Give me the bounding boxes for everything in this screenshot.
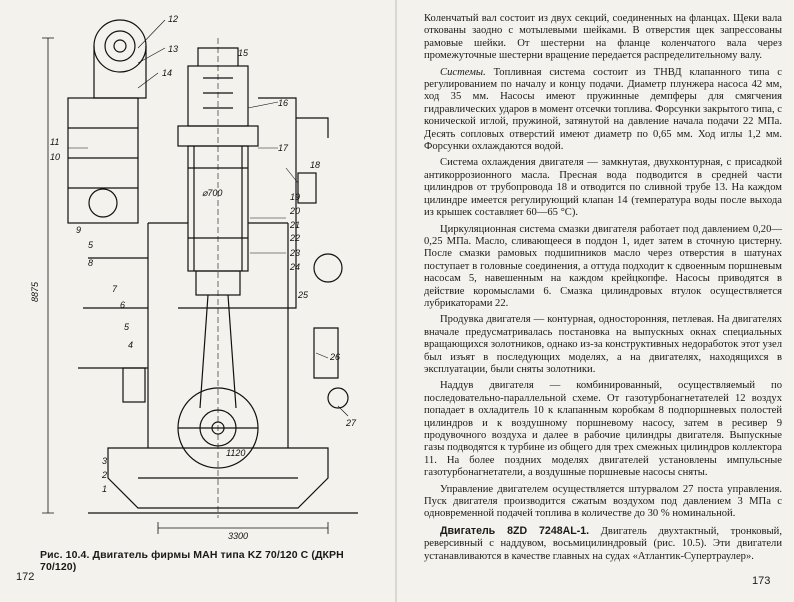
engine-cross-section-figure xyxy=(28,8,368,543)
fig-label-1: 1 xyxy=(102,484,108,494)
fig-label-7: 7 xyxy=(112,284,118,294)
fig-label-21: 21 xyxy=(290,220,301,230)
fig-label-26: 26 xyxy=(330,352,341,362)
fig-label-24: 24 xyxy=(290,262,301,272)
paragraph xyxy=(424,484,782,521)
dim-height: 8875 xyxy=(30,281,40,302)
paragraph-runin: Системы. xyxy=(440,66,486,78)
paragraph-text: Система охлаждения двигателя — замкнутая, двухконтурная, с присадкой антикоррозионного масла. Пресная вода подводится в средней части цилиндров от трубопровода 18 и отводится по сливной трубе 13. На каждом цилиндре имеется регулирующий клапан 14 (температура воды после выхода из крышек составляет 60—65 °С). xyxy=(424,157,782,219)
fig-label-5: 5 xyxy=(88,240,94,250)
paragraph-text: Продувка двигателя — контурная, односторонняя, петлевая. На двигателях вначале предусматривалась постановка на выпускных окнах специальных вращающихся золотников, однако из-за конструктивных недоработок этот узел был изъят в последующих моделях, а на двигателях, находящихся в эксплуатации, были сняты золотники. xyxy=(424,314,782,375)
fig-label-27: 27 xyxy=(346,418,357,428)
paragraph-text: Управление двигателем осуществляется штурвалом 27 поста управления. Пуск двигателя производится сжатым воздухом под давлением 3 МПа с одновременной подачей топлива в количестве до 30 % номинальной. xyxy=(424,483,782,520)
fig-label-16: 16 xyxy=(278,98,289,108)
paragraph xyxy=(424,380,782,479)
fig-label-4: 4 xyxy=(128,340,134,350)
dim-width: 3300 xyxy=(228,531,249,541)
fig-label-23: 23 xyxy=(290,248,301,258)
left-page xyxy=(0,0,395,602)
paragraph xyxy=(424,224,782,311)
paragraph xyxy=(424,525,782,563)
engine-drawing xyxy=(28,8,368,543)
paragraph xyxy=(424,67,782,154)
fig-label-15: 15 xyxy=(238,48,249,58)
paragraph-text: Наддув двигателя — комбинированный, осуществляемый по последовательно-параллельной схеме. От газотурбонагнетателей 12 воздух попадает в охладитель 10 к клапанным коробкам 8 подпоршневых полостей цилиндров и к воздушному поршневому насосу, затем в ресивер 9 продувочного воздуха и далее в рабочие цилиндры двигателя. Выпускные газы подводятся к турбине из общего для трех смежных цилиндров коллектора 11. На более поздних моделях двигателей установлены импульсные газотурбонагнетатели, а воздушные поршневые насосы сняты. xyxy=(424,380,782,479)
paragraph xyxy=(424,314,782,376)
paragraph xyxy=(424,13,782,63)
fig-label-3: 3 xyxy=(102,456,108,466)
fig-label-10: 10 xyxy=(50,152,61,162)
right-page xyxy=(402,0,794,602)
gutter xyxy=(395,0,397,602)
fig-label-20: 20 xyxy=(290,206,301,216)
fig-label-2: 2 xyxy=(102,470,108,480)
fig-label-8: 8 xyxy=(88,258,94,268)
fig-label-12: 12 xyxy=(168,14,179,24)
page-number-right: 173 xyxy=(752,575,771,587)
fig-label-13: 13 xyxy=(168,44,179,54)
fig-label-5b: 5 xyxy=(124,322,130,332)
paragraph-text: Циркуляционная система смазки двигателя работает под давлением 0,20—0,25 МПа. Масло, сливающееся в поддон 1, идет затем в сточную цистерну. После смазки рамовых подшипников масло через отверстия в шатунах поступает в головные соединения, а оттуда подходит к сдвоенным поршневым насосам 5, навешенным на каждом крейцкопфе. Насосы приводятся в действие коромыслами 6. Смазка цилиндровых втулок осуществляется лубрикаторами 22. xyxy=(424,223,782,309)
paragraph-runin: Двигатель 8ZD 7248AL-1. xyxy=(440,524,590,537)
fig-label-25: 25 xyxy=(298,290,309,300)
paragraph-text: Топливная система состоит из ТНВД клапанного типа с регулированием по началу и концу подачи. Диаметр плунжера насоса 42 мм, ход 35 мм. Насосы имеют пружинные демпферы для смягчения гидравлических ударов в момент отсечки топлива. Форсунки закрытого типа, с конической иглой, пружиной, затянутой на давление начала подачи 22 МПа. Десять сопловых отверстий имеют диаметр по 0,65 мм. Ход иглы 1,2 мм. Форсунки охлаждаются водой. xyxy=(424,66,782,153)
paragraph-text: Коленчатый вал состоит из двух секций, соединенных на фланцах. Щеки вала откованы заодно с мотылевыми шейками. В отверстия щек запрессованы рамовые шейки. От шестерни на фланце коленчатого вала через промежуточные шестерни вращение передается распределительному валу. xyxy=(424,13,782,62)
fig-label-11: 11 xyxy=(50,137,60,147)
fig-label-18: 18 xyxy=(310,160,321,170)
fig-label-17: 17 xyxy=(278,143,289,153)
dim-stroke: 1120 xyxy=(226,448,246,458)
paragraph xyxy=(424,157,782,219)
dim-bore: ⌀700 xyxy=(202,188,223,198)
figure-caption: Рис. 10.4. Двигатель фирмы МАН типа KZ 70/120 С (ДКРН 70/120) xyxy=(40,549,344,573)
fig-label-14: 14 xyxy=(162,68,173,78)
fig-label-19: 19 xyxy=(290,192,301,202)
fig-label-6: 6 xyxy=(120,300,126,310)
fig-label-22: 22 xyxy=(290,233,301,243)
text-column xyxy=(424,13,782,567)
fig-label-9: 9 xyxy=(76,225,82,235)
page-number-left: 172 xyxy=(16,571,35,583)
paragraph-text: Двигатель двухтактный, тронковый, реверсивный с наддувом, восьмицилиндровый (рис. 10.5). Эти двигатели устанавливаются в качестве главных на судах «Атлантик-Супертраулер». xyxy=(424,525,782,562)
